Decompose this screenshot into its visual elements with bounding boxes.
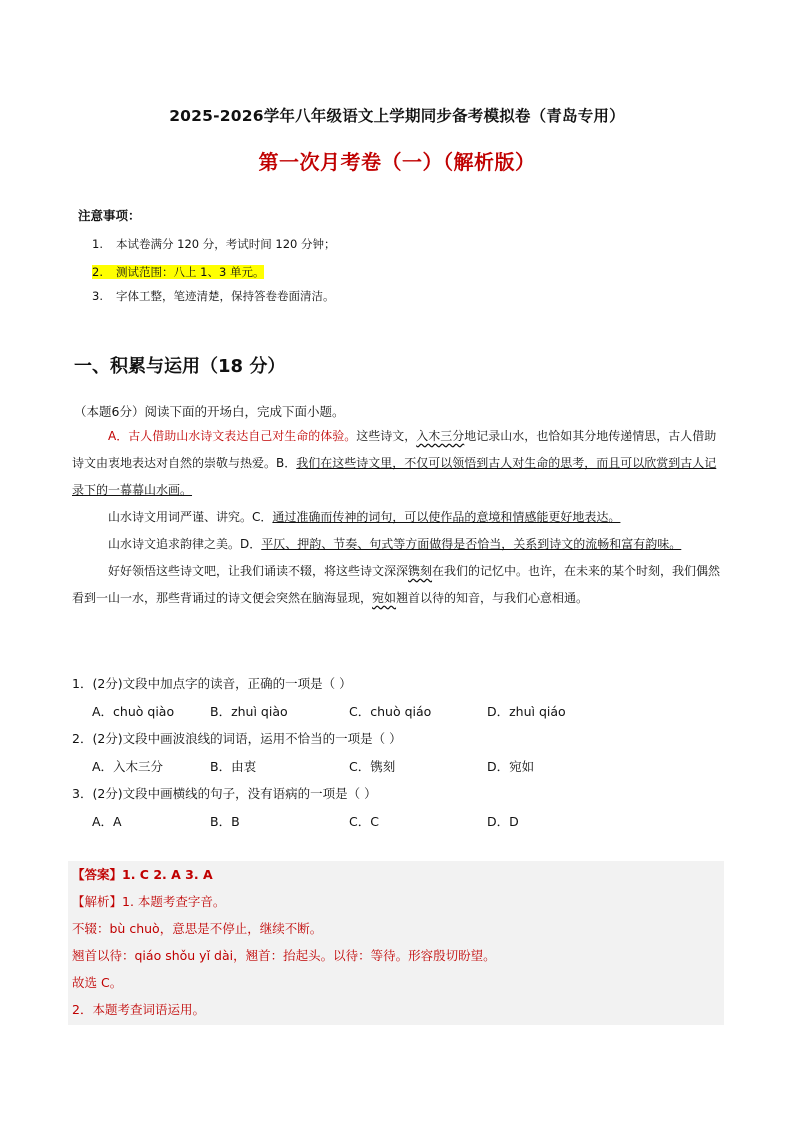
- option: D．zhuì qiáo: [487, 704, 566, 719]
- analysis-heading: 【解析】1. 本题考查字音。: [72, 894, 226, 909]
- analysis-line: 故选 C。: [72, 975, 123, 990]
- option: B．由衷: [210, 759, 257, 774]
- passage-paragraph: A．古人借助山水诗文表达自己对生命的体验。这些诗文，入木三分地记录山水，也恰如其分地传递情思，古人借助诗文由衷地表达对自然的崇敬与热爱。B．我们在这些诗文里，不仅可以领悟到古人对生命的思考，而且可以欣赏到古人记录下的一幕幕山水画。: [72, 429, 717, 497]
- option: D．D: [487, 814, 519, 829]
- option: A．chuò qiào: [92, 704, 175, 719]
- question-stem: 3．(2分)文段中画横线的句子，没有语病的一项是（ ）: [72, 786, 377, 801]
- notice-item: 1. 本试卷满分 120 分，考试时间 120 分钟；: [92, 237, 336, 251]
- option: C．chuò qiáo: [349, 704, 432, 719]
- passage-paragraph: 山水诗文追求韵律之美。D．平仄、押韵、节奏、句式等方面做得是否恰当，关系到诗文的流畅和富有韵味。: [108, 537, 682, 551]
- option: C．镌刻: [349, 759, 396, 774]
- option: C．C: [349, 814, 379, 829]
- analysis-line: 2．本题考查词语运用。: [72, 1002, 205, 1017]
- notice-heading: 注意事项：: [78, 208, 141, 223]
- option: B．zhuì qiào: [210, 704, 288, 719]
- section-heading: 一、积累与运用（18 分）: [74, 356, 286, 377]
- notice-item: 3. 字体工整，笔迹清楚，保持答卷卷面清洁。: [92, 289, 335, 303]
- page-title: 2025-2026学年八年级语文上学期同步备考模拟卷（青岛专用）: [169, 107, 625, 125]
- passage-paragraph: 好好领悟这些诗文吧，让我们诵读不辍，将这些诗文深深镌刻在我们的记忆中。也许，在未来的某个时刻，我们偶然看到一山一水，那些背诵过的诗文便会突然在脑海显现，宛如翘首以待的知音，与我们心意相通。: [72, 564, 721, 605]
- section-intro: （本题6分）阅读下面的开场白，完成下面小题。: [74, 404, 345, 419]
- passage-paragraph: 山水诗文用词严谨、讲究。C．通过准确而传神的词句，可以使作品的意境和情感能更好地表达。: [108, 510, 621, 524]
- option: A．入木三分: [92, 759, 164, 774]
- reading-passage: [72, 423, 722, 612]
- option: B．B: [210, 814, 240, 829]
- option: A．A: [92, 814, 122, 829]
- notice-item-highlighted: 2. 测试范围：八上 1、3 单元。: [92, 265, 265, 279]
- answer-line: 【答案】1. C 2. A 3. A: [72, 867, 213, 882]
- question-stem: 2．(2分)文段中画波浪线的词语，运用不恰当的一项是（ ）: [72, 731, 402, 746]
- option: D．宛如: [487, 759, 535, 774]
- page-subtitle: 第一次月考卷（一）（解析版）: [258, 150, 536, 174]
- question-stem: 1．(2分)文段中加点字的读音，正确的一项是（ ）: [72, 676, 352, 691]
- analysis-line: 翘首以待：qiáo shǒu yǐ dài，翘首：抬起头。以待：等待。形容殷切盼望。: [72, 948, 496, 963]
- analysis-line: 不辍：bù chuò，意思是不停止，继续不断。: [72, 921, 323, 936]
